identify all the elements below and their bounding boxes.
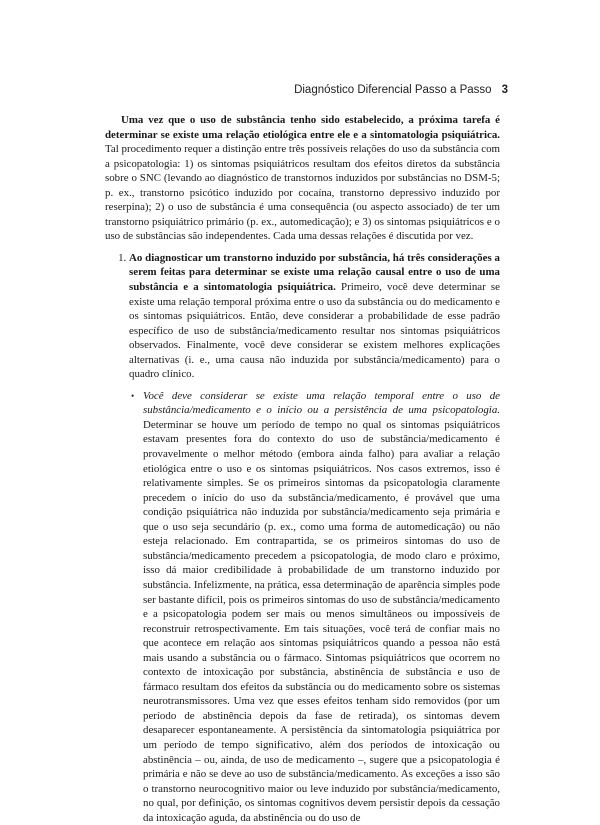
list-item-1 bbox=[129, 251, 500, 825]
bullet-1-text: Determinar se houve um período de tempo no qual os sintomas psiquiátricos estavam presentes fora do contexto do uso de substância/medicamento é provavelmente o melhor método (embora ainda falho) para avaliar a relação etiológica entre o uso e os sintomas psiquiátricos. Nos casos extremos, isso é relativamente simples. Se os primeiros sintomas da psicopatologia claramente precedem o início do uso da substância/medicamento, é provável que uma condição psiquiátrica não induzida por substância/medicamento seja primária e que o uso seja secundário (p. ex., como uma forma de automedicação) ou não esteja relacionado. Em contrapartida, se os primeiros sintomas do uso de substância/medicamento precedem a psicopatologia, de modo claro e próximo, isso dá maior credibilidade à probabilidade de um transtorno induzido por substância. Infelizmente, na prática, essa determinação de aparência simples pode ser bastante difícil, pois os primeiros sintomas do uso de substância/medicamento e a psicopatologia podem ser mais ou menos simultâneos ou impossíveis de reconstruir retrospectivamente. Em tais situações, você terá de confiar mais no que acontece em relação aos sintomas psiquiátricos quando a pessoa não está mais usando a substância ou o fármaco. Sintomas psiquiátricos que ocorrem no contexto de intoxicação por substância, abstinência de substância e uso de fármaco resultam dos efeitos da substância ou do medicamento sobre os sistemas neurotransmissores. Uma vez que esses efeitos tenham sido removidos (por um período de abstinência depois da fase de retirada), os sintomas devem desaparecer espontaneamente. A persistência da sintomatologia psiquiátrica por um período de tempo significativo, além dos períodos de intoxicação ou abstinência – ou, ainda, de uso de medicamento –, sugere que a psicopatologia é primária e não se deve ao uso de substância/medicamento. As exceções a isso são o transtorno neurocognitivo maior ou leve induzido por substância/medicamento, no qual, por definição, os sintomas cognitivos devem persistir depois da cessação da intoxicação aguda, da abstinência ou do uso de bbox=[143, 418, 500, 824]
intro-text: Tal procedimento requer a distinção entre três possíveis relações do uso da substância com a psicopatologia: 1) os sintomas psiquiátricos resultam dos efeitos diretos da substância sobre o SNC (levando ao diagnóstico de transtornos induzidos por substâncias no DSM-5; p. ex., transtorno psicótico induzido por cocaína, transtorno depressivo induzido por reserpina); 2) o uso de substância é uma consequência (ou aspecto associado) de ter um transtorno psiquiátrico primário (p. ex., automedicação); e 3) os sintomas psiquiátricos e o uso de substâncias são independentes. Cada uma dessas relações é discutida por vez. bbox=[105, 143, 500, 243]
item-1-text: Primeiro, você deve determinar se existe uma relação temporal próxima entre o uso da substância ou do medicamento e os sintomas psiquiátricos. Então, deve considerar a probabilidade de esse padrão específico de uso de substância/medicamento resultar nos sintomas psiquiátricos observados. Finalmente, você deve considerar se existem melhores explicações alternativas (i. e., uma causa não induzida por substância/medicamento) para o quadro clínico. bbox=[129, 281, 500, 381]
running-header bbox=[294, 84, 508, 96]
page-number: 3 bbox=[501, 84, 508, 96]
body-text bbox=[105, 113, 500, 825]
bullet-list bbox=[129, 389, 500, 825]
item-1-bold-lead: Ao diagnosticar um transtorno induzido por substância, há três considerações a serem feitas para determinar se existe uma relação causal entre o uso de uma substância e a sintomatologia psiquiátrica. bbox=[129, 251, 500, 294]
numbered-list bbox=[105, 251, 500, 825]
intro-paragraph bbox=[105, 113, 500, 244]
bullet-item-1 bbox=[131, 389, 500, 825]
intro-bold-lead: Uma vez que o uso de substância tenho sido estabelecido, a próxima tarefa é determinar se existe uma relação etiológica entre ele e a sintomatologia psiquiátrica. bbox=[105, 114, 500, 141]
bullet-marker: • bbox=[131, 390, 135, 401]
bullet-1-italic-lead: Você deve considerar se existe uma relação temporal entre o uso de substância/medicamento e o início ou a persistência de uma psicopatologia. bbox=[143, 389, 500, 417]
running-header-title: Diagnóstico Diferencial Passo a Passo bbox=[294, 84, 492, 96]
